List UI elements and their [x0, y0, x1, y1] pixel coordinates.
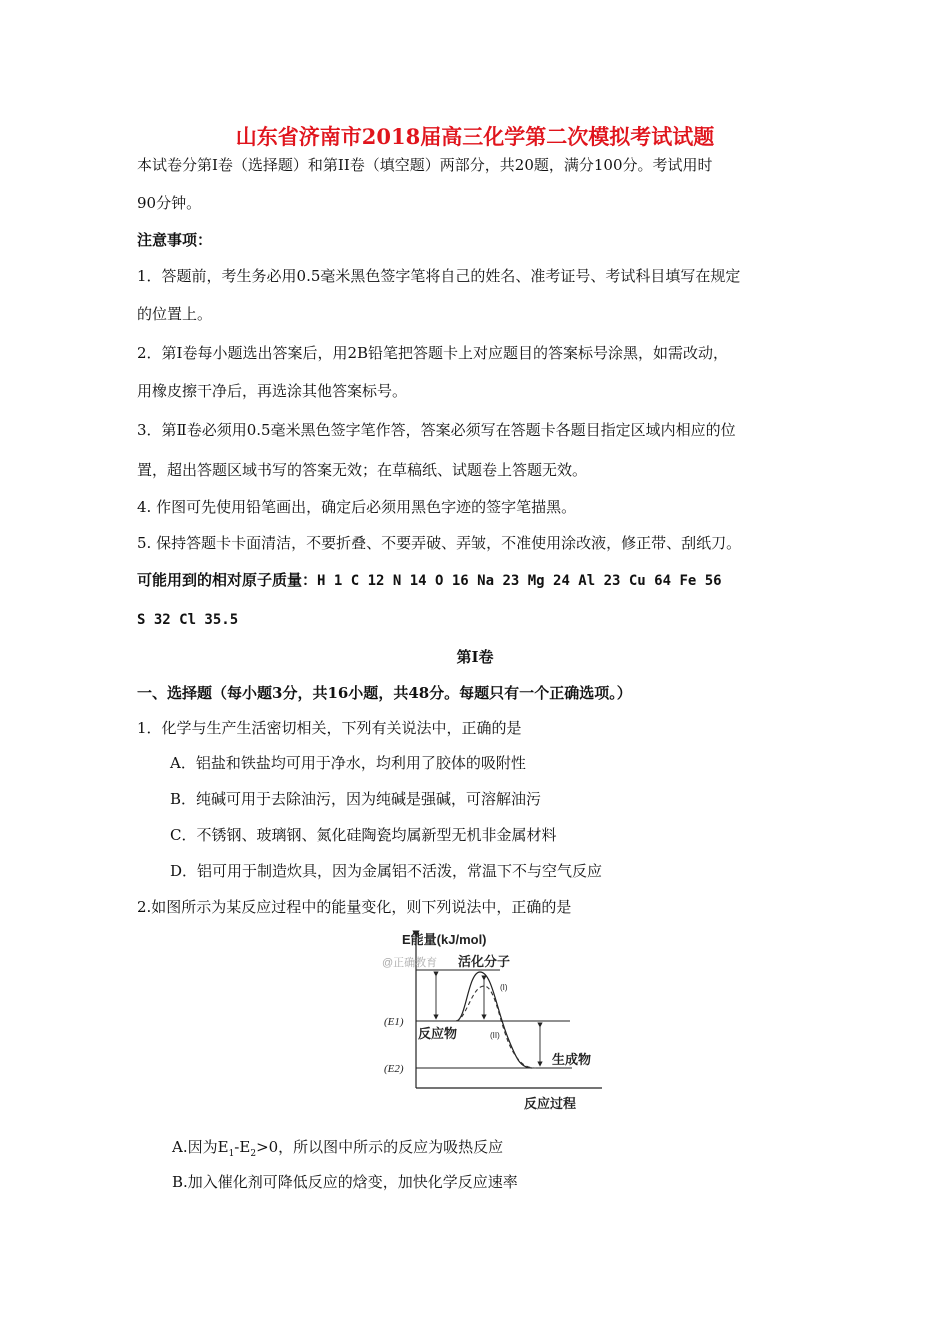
option-a-text: A.因为E: [172, 1138, 229, 1156]
part-heading: 第Ⅰ卷: [456, 648, 494, 666]
notice-line: 置，超出答题区域书写的答案无效；在草稿纸、试题卷上答题无效。: [137, 461, 588, 479]
question-stem: 1．化学与生产生活密切相关，下列有关说法中，正确的是: [137, 719, 522, 737]
product-label: 生成物: [552, 1052, 592, 1067]
option-a-sub: 2: [250, 1149, 257, 1159]
curve-ii: [456, 986, 536, 1068]
question-stem: 2.如图所示为某反应过程中的能量变化，则下列说法中，正确的是: [137, 898, 572, 916]
notice-line: 3．第Ⅱ卷必须用0.5毫米黑色签字笔作答，答案必须写在答题卡各题目指定区域内相应的位: [137, 421, 736, 439]
question-option: [172, 1137, 503, 1164]
e2-label: (E2): [384, 1063, 404, 1075]
curve-ii-label: (II): [490, 1031, 500, 1040]
question-option: C．不锈钢、玻璃钢、氮化硅陶瓷均属新型无机非金属材料: [170, 826, 557, 844]
question-option: D．铝可用于制造炊具，因为金属铝不活泼，常温下不与空气反应: [170, 862, 603, 880]
intro-line-2: 90分钟。: [137, 194, 202, 212]
notice-line: 1．答题前，考生务必用0.5毫米黑色签字笔将自己的姓名、准考证号、考试科目填写在规定: [137, 267, 741, 285]
notice-line: 5. 保持答题卡卡面清洁，不要折叠、不要弄破、弄皱，不准使用涂改液，修正带、刮纸刀。: [137, 534, 742, 552]
reactant-label: 反应物: [418, 1026, 458, 1041]
section-heading: 一、选择题（每小题3分，共16小题，共48分。每题只有一个正确选项。）: [137, 684, 632, 702]
x-axis-label: 反应过程: [524, 1096, 577, 1111]
y-axis-label: E能量(kJ/mol): [402, 932, 487, 947]
question-option: B.加入催化剂可降低反应的焓变，加快化学反应速率: [172, 1173, 518, 1191]
atomic-mass-values-2: S 32 Cl 35.5: [137, 612, 239, 628]
option-a-sub: 1: [228, 1149, 235, 1159]
option-a-text: -E: [234, 1138, 251, 1156]
notice-line: 的位置上。: [137, 305, 213, 323]
question-option: B．纯碱可用于去除油污，因为纯碱是强碱，可溶解油污: [170, 790, 542, 808]
notice-line: 2．第Ⅰ卷每小题选出答案后，用2B铅笔把答题卡上对应题目的答案标号涂黑，如需改动，: [137, 344, 729, 362]
activated-label: 活化分子: [458, 954, 511, 969]
notice-line: 4. 作图可先使用铅笔画出，确定后必须用黑色字迹的签字笔描黑。: [137, 498, 577, 516]
question-option: A．铝盐和铁盐均可用于净水，均利用了胶体的吸附性: [170, 754, 526, 772]
option-a-text: >0，所以图中所示的反应为吸热反应: [256, 1138, 504, 1156]
atomic-mass-values: H 1 C 12 N 14 O 16 Na 23 Mg 24 Al 23 Cu 64 Fe 56: [317, 573, 722, 589]
page-title: 山东省济南市2018届高三化学第二次模拟考试试题: [235, 124, 715, 149]
watermark: @正确教育: [382, 957, 438, 969]
notice-heading: 注意事项：: [137, 231, 213, 249]
curve-i-label: (I): [500, 983, 508, 992]
curve-i: [456, 972, 532, 1068]
energy-diagram: [380, 928, 610, 1112]
atomic-mass-label: 可能用到的相对原子质量：: [137, 571, 318, 589]
atomic-mass-line: [137, 570, 722, 591]
intro-line-1: 本试卷分第Ⅰ卷（选择题）和第II卷（填空题）两部分，共20题，满分100分。考试用时: [137, 156, 713, 174]
notice-line: 用橡皮擦干净后，再选涂其他答案标号。: [137, 382, 408, 400]
e1-label: (E1): [384, 1016, 404, 1028]
